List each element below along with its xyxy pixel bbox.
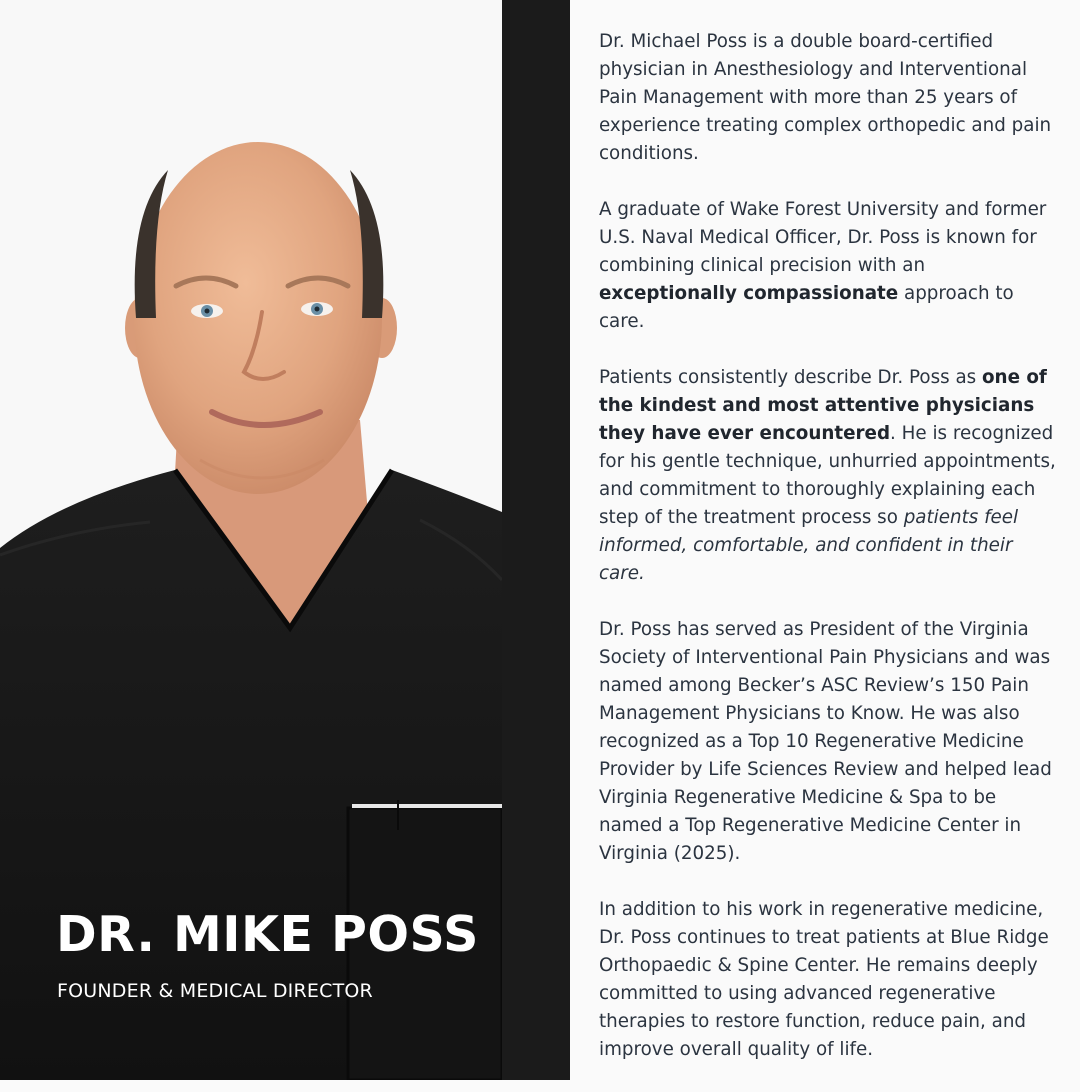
doctor-role: FOUNDER & MEDICAL DIRECTOR [57, 980, 373, 1002]
bio-text [599, 28, 1061, 1092]
bio-italic-confident: patients feel informed, comfortable, and confident in their care. [599, 507, 1019, 584]
bio-emphasis-compassionate: exceptionally compassionate [599, 283, 899, 304]
bio-emphasis-kindest: one of the kindest and most attentive physicians they have ever encountered [599, 367, 1047, 444]
bio-paragraph-practice: In addition to his work in regenerative medicine, Dr. Poss continues to treat patients at Blue Ridge Orthopaedic & Spine Center. He remains deeply committed to using advanced regenerative therapies to restore function, reduce pain, and improve overall quality of life. [599, 899, 1049, 1060]
bio-paragraph-education: A graduate of Wake Forest University and former U.S. Naval Medical Officer, Dr. Poss is known for combining clinical precision with an exceptionally compassionate approach to care. [599, 199, 1047, 332]
bio-paragraph-credentials: Dr. Michael Poss is a double board-certified physician in Anesthesiology and Interventional Pain Management with more than 25 years of experience treating complex orthopedic and pain conditions. [599, 31, 1052, 164]
divider-bar [502, 0, 570, 1080]
doctor-name: DR. MIKE POSS [56, 906, 479, 963]
bio-paragraph-patients: Patients consistently describe Dr. Poss as one of the kindest and most attentive physicians they have ever encountered. He is recognized for his gentle technique, unhurried appointments, and commitment to thoroughly explaining each step of the treatment process so patients feel informed, comfortable, and confident in their care. [599, 367, 1056, 584]
bio-paragraph-recognition: Dr. Poss has served as President of the Virginia Society of Interventional Pain Physicians and was named among Becker’s ASC Review’s 150 Pain Management Physicians to Know. He was also recognized as a Top 10 Regenerative Medicine Provider by Life Sciences Review and helped lead Virginia Regenerative Medicine & Spa to be named a Top Regenerative Medicine Center in Virginia (2025). [599, 619, 1052, 864]
photo-panel [0, 0, 502, 1080]
